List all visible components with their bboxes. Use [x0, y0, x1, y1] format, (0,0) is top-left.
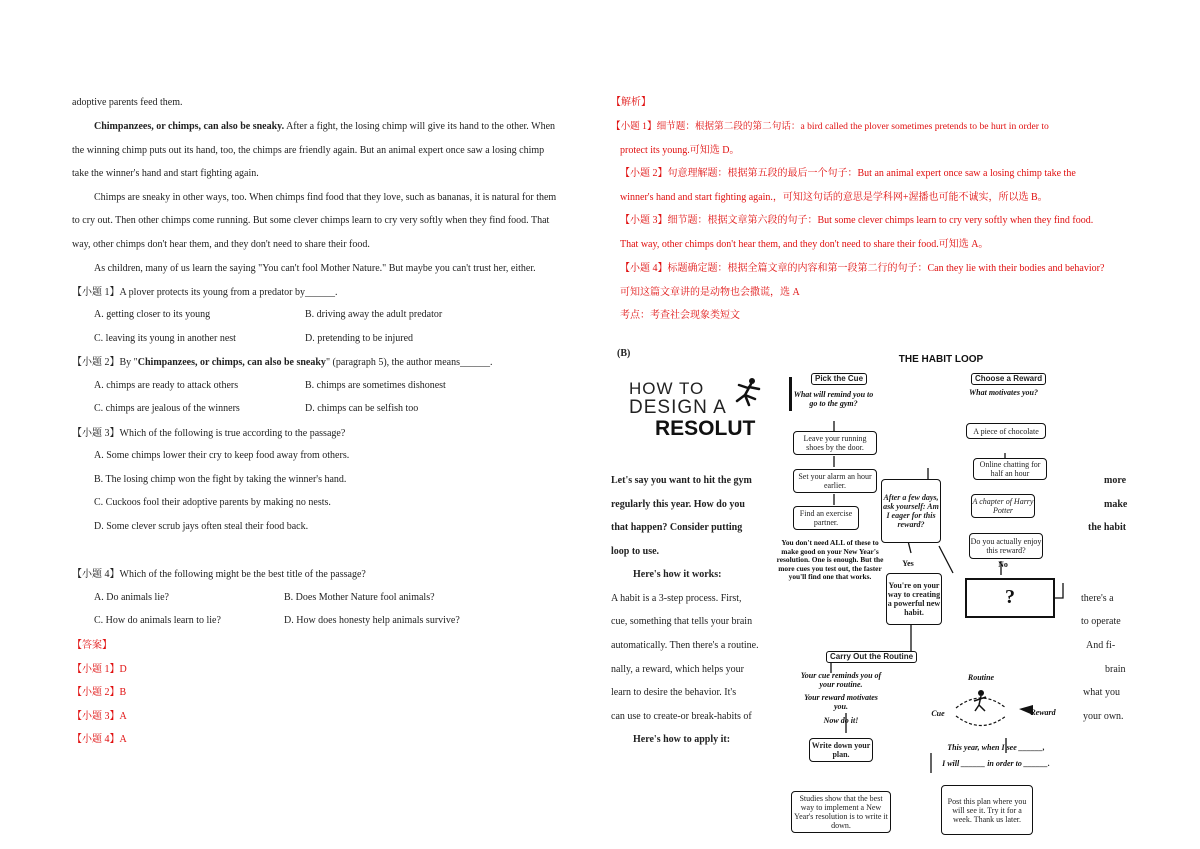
option-2a: A. chimps are ready to attack others [94, 380, 239, 391]
option-4c: C. How do animals learn to lie? [94, 615, 221, 626]
analysis-4-line: 可知这篇文章讲的是动物也会撒谎，选 A [620, 287, 800, 298]
answer-2: 【小题 2】B [72, 687, 127, 698]
article-line: can use to create-or break-habits of [611, 711, 752, 722]
reward-option-chocolate: A piece of chocolate [966, 423, 1046, 439]
cue-note: You don't need ALL of these to make good on your New Year's resolution. One is enough. But the more cues you test out, the faster you'll find one that works. [776, 538, 884, 581]
article-line-end: to operate [1081, 616, 1121, 627]
question-mark: ? [1005, 586, 1015, 608]
logo-line-1: HOW TO [629, 379, 705, 398]
text-line: to cry out. Then other chimps come running. But some clever chimps learn to cry very softly when they find food. That [72, 215, 550, 226]
text-line: adoptive parents feed them. [72, 97, 183, 108]
yes-label: Yes [902, 559, 914, 568]
step-1-header: Pick the Cue [811, 373, 867, 385]
routine-text-3: Now do it! [823, 716, 859, 725]
article-line-end: brain [1105, 664, 1126, 675]
plan-template-2: I will ______ in order to ______. [942, 759, 1050, 768]
text-line: take the winner's hand and start fighting again. [72, 168, 259, 179]
enjoy-reward-question: Do you actually enjoy this reward? [969, 533, 1043, 559]
text: 【小题 2】By " [72, 357, 138, 368]
question-4: 【小题 4】Which of the following might be the best title of the passage? [72, 569, 366, 580]
loop-reward-label: Reward [1030, 708, 1056, 717]
option-2d: D. chimps can be selfish too [305, 403, 419, 414]
article-line: automatically. Then there's a routine. [611, 640, 759, 651]
article-line-end: And fi- [1086, 640, 1116, 651]
section-b-label: (B) [617, 348, 631, 359]
analysis-4-line: 【小题 4】标题确定题：根据全篇文章的内容和第一段第二行的句子：Can they lie with their bodies and behavior? [620, 263, 1105, 274]
resolution-logo [629, 375, 779, 445]
cue-question: What will remind you to go to the gym? [793, 390, 874, 408]
option-1b: B. driving away the adult predator [305, 309, 443, 320]
option-1a: A. getting closer to its young [94, 309, 211, 320]
loop-routine-label: Routine [967, 673, 995, 682]
question-1: 【小题 1】A plover protects its young from a predator by______. [72, 287, 338, 298]
text: " (paragraph 5), the author means______. [325, 357, 493, 368]
article-line: A habit is a 3-step process. First, [611, 593, 742, 604]
reward-option-book: A chapter of Harry Potter [971, 494, 1035, 518]
analysis-1-line: protect its young.可知选 D。 [620, 145, 740, 156]
article-line: Let's say you want to hit the gym [611, 475, 752, 486]
article-line: regularly this year. How do you [611, 499, 745, 510]
text-line: As children, many of us learn the saying "You can't fool Mother Nature." But maybe you can't trust her, either. [94, 263, 536, 274]
check-in-question: After a few days, ask yourself: Am I eager for this reward? [881, 479, 941, 543]
post-plan-box: Post this plan where you will see it. Try it for a week. Thank us later. [941, 785, 1033, 835]
article-line: nally, a reward, which helps your [611, 664, 744, 675]
text: After a fight, the losing chimp will give its hand to the other. When [284, 121, 556, 132]
studies-box: Studies show that the best way to implement a New Year's resolution is to write it down. [791, 791, 891, 833]
text-line: way, other chimps don't hear them, and they don't need to share their food. [72, 239, 370, 250]
text-line: the winning chimp puts out its hand, too, the chimps are friendly again. But an animal expert once saw a losing chimp [72, 145, 545, 156]
question-3: 【小题 3】Which of the following is true according to the passage? [72, 428, 346, 439]
answer-1: 【小题 1】D [72, 664, 127, 675]
reward-option-chatting: Online chatting for half an hour [973, 458, 1047, 480]
subheading: Here's how to apply it: [633, 734, 731, 745]
paragraph-5-line [72, 120, 555, 134]
article-line-end: there's a [1081, 593, 1114, 604]
new-habit-box: You're on your way to creating a powerful new habit. [886, 573, 942, 625]
option-3c: C. Cuckoos fool their adoptive parents by making no nests. [94, 497, 331, 508]
no-label: No [998, 560, 1008, 569]
step-2-header: Choose a Reward [971, 373, 1046, 385]
question-2 [72, 356, 492, 370]
bold-phrase: Chimpanzees, or chimps, can also be sneaky [137, 357, 326, 368]
article-line-end: make [1104, 499, 1128, 510]
answer-4: 【小题 4】A [72, 734, 127, 745]
article-line: loop to use. [611, 546, 660, 557]
logo-line-2: DESIGN A [629, 397, 727, 418]
answer-3: 【小题 3】A [72, 711, 127, 722]
option-1c: C. leaving its young in another nest [94, 333, 236, 344]
logo-line-3: RESOLUT [655, 417, 756, 440]
article-line-end: your own. [1083, 711, 1124, 722]
bold-phrase: Chimpanzees, or chimps, can also be sneaky. [94, 121, 285, 132]
option-3a: A. Some chimps lower their cry to keep food away from others. [94, 450, 350, 461]
analysis-2-line: 【小题 2】句意理解题：根据第五段的最后一个句子：But an animal expert once saw a losing chimp take the [620, 168, 1076, 179]
option-3d: D. Some clever scrub jays often steal their food back. [94, 521, 309, 532]
knowledge-point: 考点：考查社会现象类短文 [620, 310, 740, 321]
article-line: cue, something that tells your brain [611, 616, 753, 627]
option-2c: C. chimps are jealous of the winners [94, 403, 240, 414]
cue-option-partner: Find an exercise partner. [793, 506, 859, 530]
option-4a: A. Do animals lie? [94, 592, 169, 603]
option-4d: D. How does honesty help animals survive? [284, 615, 460, 626]
article-line-end: the habit [1088, 522, 1127, 533]
cue-option-shoes: Leave your running shoes by the door. [793, 431, 877, 455]
answer-label: 【答案】 [72, 640, 112, 651]
routine-text-2: Your reward motivates you. [804, 693, 878, 711]
analysis-label: 【解析】 [611, 97, 651, 108]
analysis-3-line: That way, other chimps don't hear them, and they don't need to share their food.可知选 A。 [620, 239, 989, 250]
routine-text-1: Your cue reminds you of your routine. [800, 671, 882, 689]
article-line: that happen? Consider putting [611, 522, 743, 533]
reward-question: What motivates you? [969, 388, 1038, 397]
plan-template-1: This year, when I see ______, [947, 743, 1045, 752]
option-4b: B. Does Mother Nature fool animals? [284, 592, 435, 603]
write-plan-box: Write down your plan. [809, 738, 873, 762]
text-line: Chimps are sneaky in other ways, too. When chimps find food that they love, such as bananas, it is natural for them [94, 192, 557, 203]
analysis-2-line: winner's hand and start fighting again.，可知这句话的意思是学科网+渥播也可能不诚实，所以选 B。 [620, 192, 1048, 203]
loop-cue-label: Cue [931, 709, 945, 718]
jumping-figure-icon [719, 375, 769, 415]
cue-option-alarm: Set your alarm an hour earlier. [793, 469, 877, 493]
infographic-title: THE HABIT LOOP [898, 354, 984, 365]
subheading: Here's how it works: [633, 569, 722, 580]
article-line-end: more [1104, 475, 1127, 486]
step-3-header: Carry Out the Routine [826, 651, 917, 663]
habit-loop-infographic [771, 353, 1068, 840]
analysis-3-line: 【小题 3】细节题：根据文章第六段的句子：But some clever chimps learn to cry very softly when they find food. [620, 215, 1094, 226]
analysis-1-line: 【小题 1】细节题：根据第二段的第二句话：a bird called the plover sometimes pretends to be hurt in order to [611, 121, 1049, 132]
article-line: learn to desire the behavior. It's [611, 687, 737, 698]
article-line-end: what you [1083, 687, 1120, 698]
option-1d: D. pretending to be injured [305, 333, 414, 344]
option-2b: B. chimps are sometimes dishonest [305, 380, 446, 391]
option-3b: B. The losing chimp won the fight by taking the winner's hand. [94, 474, 347, 485]
